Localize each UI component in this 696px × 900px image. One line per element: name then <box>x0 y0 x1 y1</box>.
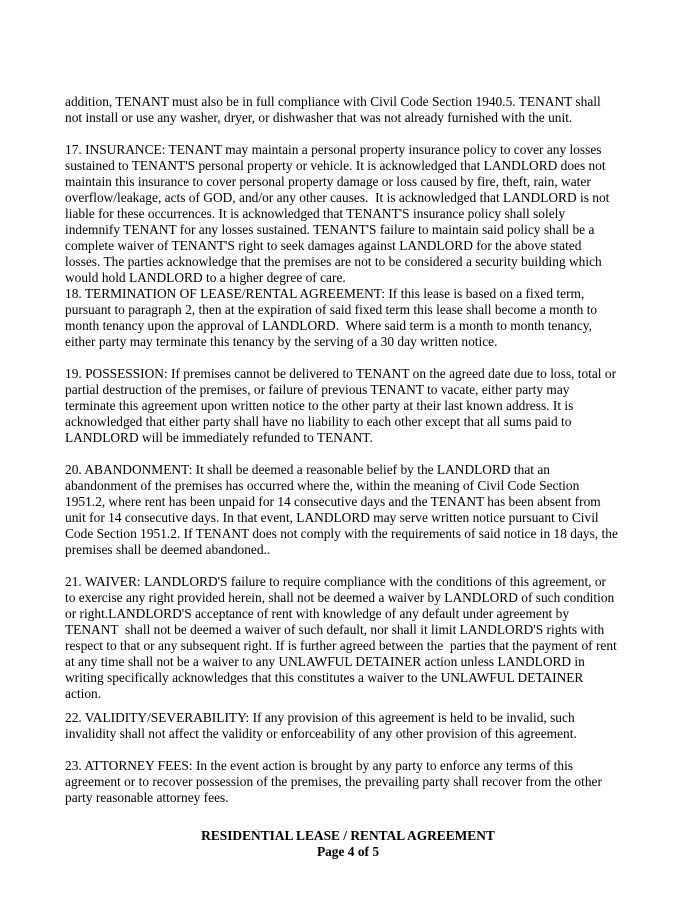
text-line: either party may terminate this tenancy by the serving of a 30 day written notice. <box>65 334 498 349</box>
paragraph-21-waiver <box>65 574 645 702</box>
text-line: overflow/leakage, acts of GOD, and/or any other causes. It is acknowledged that LANDLORD is not <box>65 190 610 205</box>
text-line: would hold LANDLORD to a higher degree of care. <box>65 270 346 285</box>
text-line: abandonment of the premises has occurred where the, within the meaning of Civil Code Section <box>65 478 580 493</box>
text-line: sustained to TENANT'S personal property or vehicle. It is acknowledged that LANDLORD does not <box>65 158 606 173</box>
page-number: Page 4 of 5 <box>316 844 380 859</box>
text-line: 22. VALIDITY/SEVERABILITY: If any provision of this agreement is held to be invalid, such <box>65 710 575 725</box>
text-line: 18. TERMINATION OF LEASE/RENTAL AGREEMENT: If this lease is based on a fixed term, <box>65 286 585 301</box>
paragraph-18-termination <box>65 286 645 350</box>
text-line: liable for these occurrences. It is acknowledged that TENANT'S insurance policy shall solely <box>65 206 566 221</box>
text-line: month tenancy upon the approval of LANDLORD. Where said term is a month to month tenancy, <box>65 318 592 333</box>
text-line: agreement or to recover possession of the premises, the prevailing party shall recover from the other <box>65 774 602 789</box>
paragraph-22-validity <box>65 710 645 742</box>
text-line: LANDLORD will be immediately refunded to TENANT. <box>65 430 373 445</box>
text-line: party reasonable attorney fees. <box>65 790 229 805</box>
text-line: 17. INSURANCE: TENANT may maintain a personal property insurance policy to cover any losses <box>65 142 602 157</box>
text-line: terminate this agreement upon written notice to the other party at their last known address. It is <box>65 398 574 413</box>
text-line: TENANT shall not be deemed a waiver of such default, nor shall it limit LANDLORD'S rights with <box>65 622 605 637</box>
text-line: invalidity shall not affect the validity or enforceability of any other provision of this agreement. <box>65 726 577 741</box>
text-line: action. <box>65 686 102 701</box>
text-line: 21. WAIVER: LANDLORD'S failure to require compliance with the conditions of this agreement, or <box>65 574 607 589</box>
text-line: addition, TENANT must also be in full compliance with Civil Code Section 1940.5. TENANT shall <box>65 94 601 109</box>
page-footer <box>0 828 696 860</box>
paragraph-19-possession <box>65 366 645 446</box>
paragraph-23-attorney-fees <box>65 758 645 806</box>
text-line: 20. ABANDONMENT: It shall be deemed a reasonable belief by the LANDLORD that an <box>65 462 550 477</box>
text-line: to exercise any right provided herein, shall not be deemed a waiver by LANDLORD of such condition <box>65 590 615 605</box>
paragraph-20-abandonment <box>65 462 645 558</box>
text-line: or right.LANDLORD'S acceptance of rent with knowledge of any default under agreement by <box>65 606 570 621</box>
text-line: 19. POSSESSION: If premises cannot be delivered to TENANT on the agreed date due to loss, total or <box>65 366 617 381</box>
paragraph-17-insurance <box>65 142 645 286</box>
text-line: acknowledged that either party shall have no liability to each other except that all sums paid to <box>65 414 572 429</box>
text-line: respect to that or any subsequent right. If is further agreed between the parties that the payment of rent <box>65 638 617 653</box>
text-line: Code Section 1951.2. If TENANT does not comply with the requirements of said notice in 18 days, the <box>65 526 618 541</box>
text-line: at any time shall not be a waiver to any UNLAWFUL DETAINER action unless LANDLORD in <box>65 654 585 669</box>
text-line: partial destruction of the premises, or failure of previous TENANT to vacate, either party may <box>65 382 570 397</box>
text-line: premises shall be deemed abandoned.. <box>65 542 271 557</box>
text-line: unit for 14 consecutive days. In that event, LANDLORD may serve written notice pursuant to Civil <box>65 510 599 525</box>
paragraph-16-continued <box>65 94 645 126</box>
text-line: 1951.2, where rent has been unpaid for 14 consecutive days and the TENANT has been absent from <box>65 494 601 509</box>
text-line: losses. The parties acknowledge that the premises are not to be considered a security building which <box>65 254 602 269</box>
footer-title: RESIDENTIAL LEASE / RENTAL AGREEMENT <box>201 828 495 843</box>
text-line: 23. ATTORNEY FEES: In the event action is brought by any party to enforce any terms of this <box>65 758 574 773</box>
text-line: pursuant to paragraph 2, then at the expiration of said fixed term this lease shall become a month to <box>65 302 598 317</box>
text-line: complete waiver of TENANT'S right to seek damages against LANDLORD for the above stated <box>65 238 582 253</box>
text-line: maintain this insurance to cover personal property damage or loss caused by fire, theft, rain, water <box>65 174 591 189</box>
text-line: writing specifically acknowledges that this constitutes a waiver to the UNLAWFUL DETAINER <box>65 670 584 685</box>
text-line: indemnify TENANT for any losses sustained. TENANT'S failure to maintain said policy shall be a <box>65 222 595 237</box>
text-line: not install or use any washer, dryer, or dishwasher that was not already furnished with the unit. <box>65 110 573 125</box>
